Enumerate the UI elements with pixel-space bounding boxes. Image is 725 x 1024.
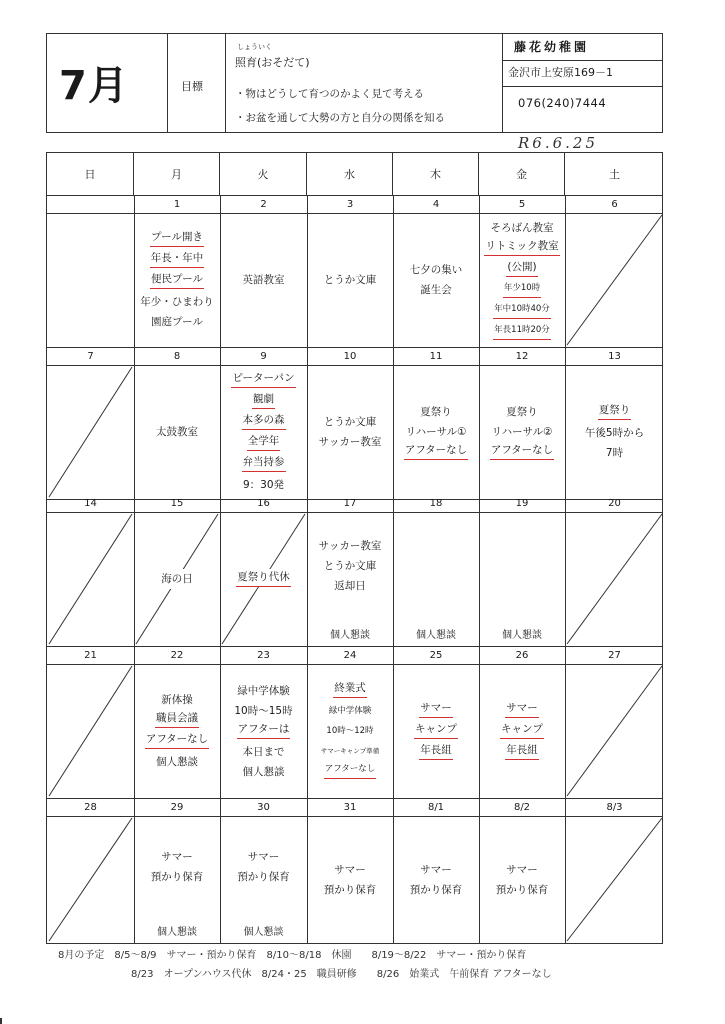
day-number: 28 — [84, 801, 97, 813]
event-text: 夏祭り — [420, 405, 452, 418]
day-number: 19 — [515, 497, 529, 509]
day-number: 20 — [608, 497, 621, 509]
weekday-header: 日 — [47, 153, 134, 195]
event-text: 誕生会 — [420, 284, 452, 296]
event-text: サマー — [505, 700, 539, 718]
day-events — [479, 365, 565, 499]
header-divider — [502, 60, 662, 61]
weekday-header: 火 — [220, 153, 307, 195]
event-text: サマー — [419, 700, 453, 718]
day-number: 12 — [515, 350, 529, 362]
day-events — [565, 213, 664, 347]
event-text: 年長組 — [419, 742, 453, 760]
day-number: 13 — [608, 350, 621, 362]
weekday-header: 木 — [393, 153, 479, 195]
day-number: 8/3 — [606, 801, 623, 813]
event-text: とうか文庫 — [323, 274, 377, 286]
day-events — [220, 365, 307, 499]
day-events — [393, 664, 479, 798]
day-events — [479, 816, 565, 943]
event-text: 預かり保育 — [150, 870, 204, 883]
day-events — [307, 816, 393, 943]
day-number: 9 — [260, 350, 267, 362]
day-number: 29 — [170, 801, 184, 813]
header-box — [46, 33, 663, 133]
goal-furigana: しょういく — [237, 43, 272, 51]
event-text: キャンプ — [500, 721, 544, 739]
header-divider — [502, 86, 662, 87]
footer-august-schedule: 8月の予定 8/5～8/9 サマー・預かり保育 8/10～8/18 休園 8/19～8/22 サマー・預かり保育 — [58, 950, 527, 961]
event-text: 10時～15時 — [234, 704, 293, 717]
event-text: 夏祭り代休 — [236, 569, 291, 587]
event-text: キャンプ — [414, 721, 458, 739]
day-events — [307, 365, 393, 499]
day-events — [220, 213, 307, 347]
event-text: 年少10時 — [503, 280, 541, 298]
event-text: 便民プール — [150, 271, 204, 289]
day-events — [307, 213, 393, 347]
day-events — [134, 365, 220, 499]
day-number: 23 — [257, 649, 270, 661]
day-number: 6 — [611, 198, 618, 210]
event-text: 全学年 — [247, 433, 281, 451]
event-text: 個人懇談 — [242, 765, 285, 778]
event-text: 預かり保育 — [323, 883, 377, 896]
event-text: サマー — [247, 850, 280, 863]
event-text: 9：30発 — [242, 478, 285, 491]
event-text: 預かり保育 — [495, 883, 549, 896]
day-number: 8 — [173, 350, 181, 362]
day-events — [393, 213, 479, 347]
day-events — [134, 512, 220, 646]
school-address: 金沢市上安原169－1 — [508, 66, 613, 79]
event-text-bottom: 個人懇談 — [330, 630, 370, 641]
day-number: 18 — [429, 497, 443, 509]
event-text: サマー — [161, 850, 193, 863]
day-events — [479, 664, 565, 798]
event-text: そろばん教室 — [490, 221, 554, 234]
day-number: 11 — [429, 350, 443, 362]
day-number: 8/2 — [513, 801, 531, 813]
day-events — [393, 512, 479, 620]
event-text: プール開き — [150, 229, 204, 247]
event-text-bottom: 個人懇談 — [243, 927, 284, 938]
day-number: 7 — [87, 350, 94, 362]
event-text: 英語教室 — [242, 274, 285, 286]
day-number: 16 — [257, 497, 270, 509]
day-events — [134, 664, 220, 798]
event-text: 海の日 — [160, 569, 194, 589]
event-text: 弁当持参 — [242, 454, 286, 472]
day-number: 27 — [608, 649, 621, 661]
footer-august-schedule: 8/23 オープンハウス代休 8/24・25 職員研修 8/26 始業式 午前保育 アフターなし — [131, 969, 552, 980]
day-number: 8/1 — [427, 801, 445, 813]
event-text: 夏祭り — [598, 402, 632, 420]
event-text: 新体操 — [161, 694, 193, 706]
day-number: 4 — [432, 198, 440, 210]
day-events — [220, 512, 307, 646]
event-text: サッカー教室 — [318, 540, 382, 552]
day-number: 26 — [515, 649, 529, 661]
event-text: 緑中学体験 — [328, 706, 372, 716]
day-number — [47, 195, 134, 213]
event-text: 午後5時から — [584, 426, 645, 439]
goal-line: ・物はどうして育つのかよく見て考える — [235, 88, 424, 100]
day-number: 15 — [170, 497, 184, 509]
day-events — [307, 512, 393, 620]
event-text: 園庭プール — [151, 315, 203, 328]
weekday-header: 土 — [609, 168, 620, 181]
event-text: 年長11時20分 — [493, 322, 551, 340]
day-number: 14 — [84, 497, 97, 509]
weekday-header: 月 — [134, 153, 220, 195]
day-events — [307, 664, 393, 798]
event-text: ピーターパン — [231, 370, 295, 388]
event-text: 返却日 — [334, 580, 366, 592]
page-edge-mark — [0, 1018, 2, 1024]
event-text: サッカー教室 — [318, 436, 382, 448]
event-text: 預かり保育 — [409, 883, 463, 896]
event-text: 預かり保育 — [237, 870, 290, 883]
event-text: 年少・ひまわり — [140, 295, 214, 308]
school-phone: 076(240)7444 — [518, 96, 607, 110]
weekday-header: 金 — [479, 153, 565, 195]
school-name: 藤花幼稚園 — [514, 40, 590, 54]
event-text: 太鼓教室 — [156, 426, 198, 438]
day-events — [393, 365, 479, 499]
goal-title: 照育(おそだて) — [235, 56, 310, 69]
day-events — [134, 816, 220, 917]
day-events — [47, 512, 134, 646]
event-text: (公開) — [506, 259, 537, 277]
day-events — [220, 664, 307, 798]
event-text: とうか文庫 — [323, 560, 377, 572]
day-number: 3 — [346, 198, 354, 210]
event-text: 本多の森 — [242, 412, 286, 430]
day-events — [393, 816, 479, 943]
event-text: アフターなし — [145, 731, 209, 749]
event-text: 本日まで — [242, 745, 285, 758]
event-text: 七夕の集い — [409, 264, 463, 276]
month-title: 7月 — [59, 63, 129, 109]
event-text-bottom: 個人懇談 — [416, 630, 456, 641]
event-text: 観劇 — [252, 391, 275, 409]
event-text: リハーサル① — [405, 425, 467, 438]
event-text: サマー — [506, 863, 538, 876]
event-text: アフターは — [237, 721, 291, 739]
date-stamp: R6.6.25 — [518, 134, 599, 152]
day-number: 25 — [429, 649, 443, 661]
day-events — [479, 213, 565, 347]
header-divider — [225, 34, 226, 132]
event-text: 10時～12時 — [326, 726, 374, 736]
day-number: 17 — [343, 497, 357, 509]
day-number: 5 — [518, 198, 526, 210]
event-text: サマー — [334, 863, 366, 876]
event-text: アフターなし — [324, 761, 376, 779]
day-events — [565, 512, 664, 646]
day-events — [47, 816, 134, 943]
weekday-header: 水 — [307, 153, 393, 195]
event-text-bottom: 個人懇談 — [157, 927, 197, 938]
event-text: サマー — [420, 863, 452, 876]
day-events — [47, 664, 134, 798]
event-text: リトミック教室 — [484, 238, 559, 256]
event-text: アフターなし — [404, 442, 468, 460]
event-text: サマーキャンプ準備 — [320, 747, 380, 755]
event-text-bottom: 個人懇談 — [502, 630, 542, 641]
day-events — [565, 816, 664, 943]
goal-line: ・お盆を通して大勢の方と自分の関係を知る — [235, 112, 445, 124]
event-text: 年長組 — [505, 742, 539, 760]
day-number: 24 — [343, 649, 357, 661]
day-events — [565, 664, 664, 798]
event-text: とうか文庫 — [323, 416, 377, 428]
event-text: 年中10時40分 — [493, 301, 551, 319]
day-events — [134, 213, 220, 347]
day-number: 1 — [173, 198, 181, 210]
event-text: リハーサル② — [491, 425, 553, 438]
day-events — [47, 213, 134, 347]
event-text: 終業式 — [333, 680, 367, 698]
day-number: 30 — [257, 801, 270, 813]
event-text: アフターなし — [490, 442, 554, 460]
event-text: 個人懇談 — [156, 756, 198, 768]
day-number: 2 — [260, 198, 267, 210]
header-divider — [167, 34, 168, 132]
event-text: 緑中学体験 — [237, 684, 290, 697]
day-number: 31 — [343, 801, 357, 813]
day-events — [479, 512, 565, 620]
event-text: 年長・年中 — [150, 250, 205, 268]
day-number: 22 — [170, 649, 184, 661]
event-text: 夏祭り — [506, 405, 538, 418]
goal-label: 目標 — [181, 80, 203, 93]
day-number: 21 — [84, 649, 97, 661]
day-events — [565, 365, 664, 499]
day-number: 10 — [343, 350, 357, 362]
monthly-calendar — [46, 152, 663, 944]
event-text: 7時 — [605, 446, 624, 459]
day-events — [220, 816, 307, 917]
event-text: 職員会議 — [155, 710, 199, 728]
day-events — [47, 365, 134, 499]
